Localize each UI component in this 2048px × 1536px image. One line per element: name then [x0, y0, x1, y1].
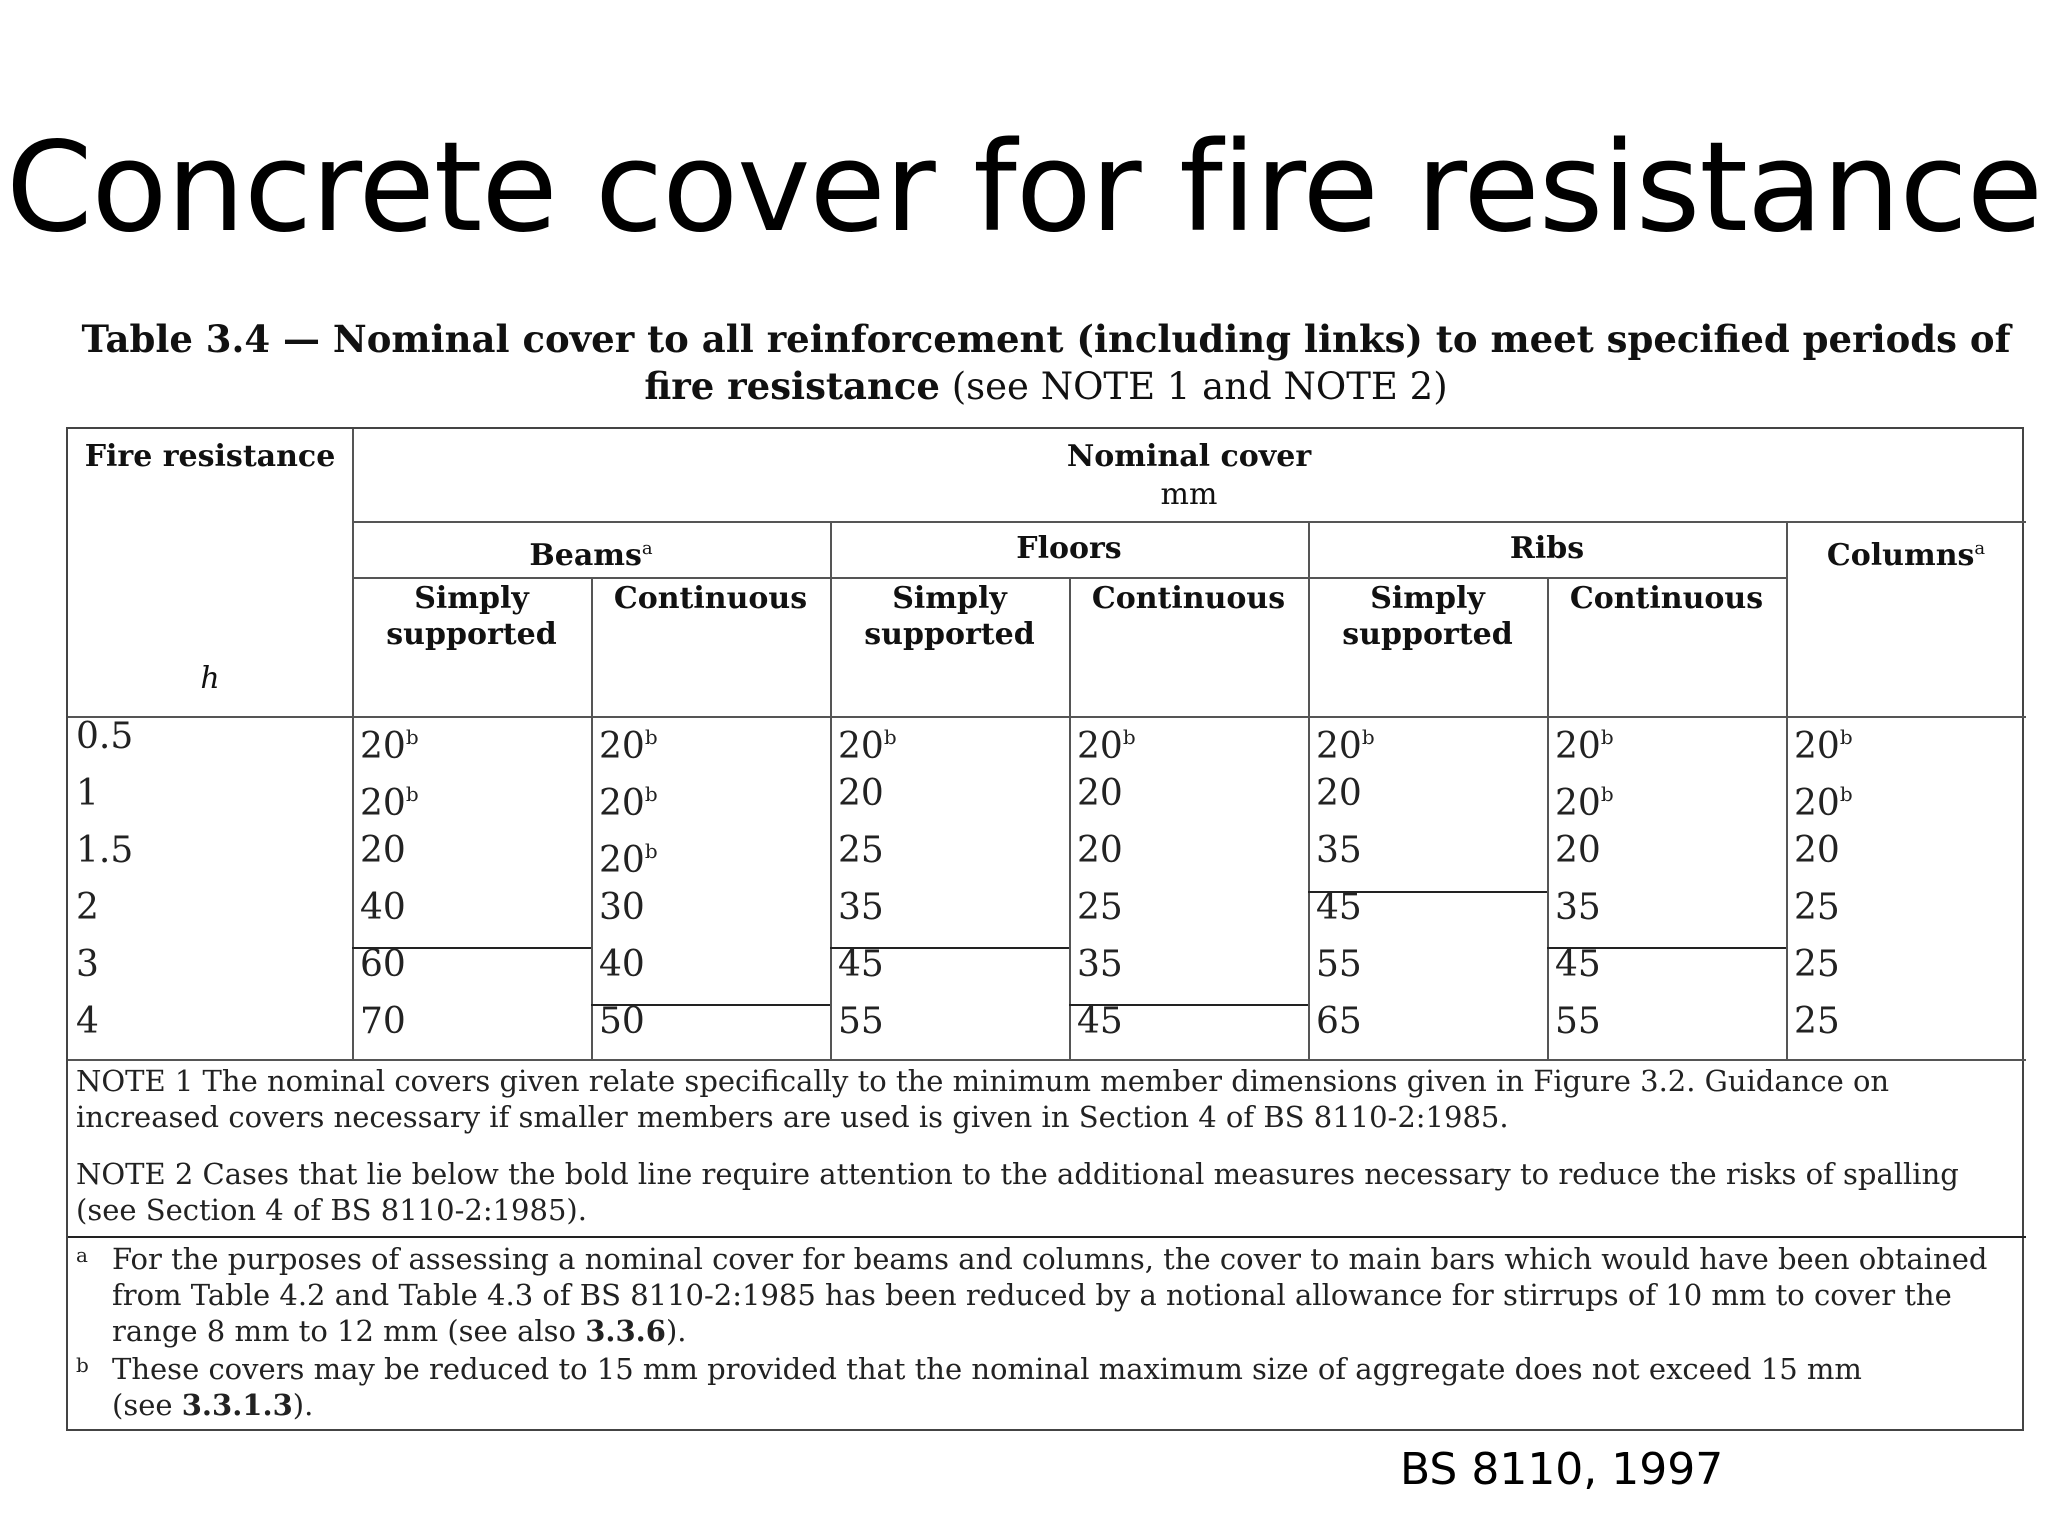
table-cell	[1316, 945, 1362, 985]
footnote-a-clause-ref: 3.3.6	[585, 1314, 666, 1348]
table-cell	[599, 774, 658, 824]
cell-value: 20	[1555, 783, 1601, 824]
table-cell	[1077, 831, 1123, 871]
cell-value: 55	[838, 1001, 884, 1042]
cell-value: 20	[1794, 830, 1840, 871]
beams-label: Beams	[529, 538, 642, 573]
note-1-line-2: increased covers necessary if smaller members are used is given in Section 4 of BS 8110-2:1985.	[76, 1100, 1509, 1134]
table-cell	[1555, 831, 1601, 871]
footnote-b-mark: b	[76, 1353, 89, 1377]
cell-footnote-mark: b	[1600, 725, 1614, 749]
source-citation: BS 8110, 1997	[1400, 1444, 1724, 1495]
footnote-b-clause-ref: 3.3.1.3	[181, 1388, 293, 1422]
note-2	[76, 1156, 2016, 1228]
cell-value: 55	[1555, 1001, 1601, 1042]
cell-value: 45	[1555, 944, 1601, 985]
row-fire-resistance: 3	[76, 944, 99, 985]
table-cell	[1316, 888, 1362, 928]
footnotes-top-rule	[68, 1236, 2026, 1238]
table-cell	[1316, 774, 1362, 814]
cell-value: 50	[599, 1001, 645, 1042]
table-cell	[1555, 888, 1601, 928]
cell-footnote-mark: b	[1600, 782, 1614, 806]
table-cell	[1794, 774, 1853, 824]
table-cell	[1555, 774, 1614, 824]
header-floors: Floors	[1016, 531, 1122, 566]
cell-value: 20	[1077, 773, 1123, 814]
cell-value: 20	[360, 830, 406, 871]
table-cell	[838, 1002, 884, 1042]
supported-word: supported	[1342, 617, 1513, 652]
cell-value: 20	[838, 726, 884, 767]
cell-value: 60	[360, 944, 406, 985]
table-cell	[1316, 831, 1362, 871]
cell-footnote-mark: b	[1839, 782, 1853, 806]
header-beams	[352, 531, 830, 574]
table-cell	[1794, 945, 1840, 985]
cell-value: 20	[599, 783, 645, 824]
header-floors-continuous: Continuous	[1091, 581, 1286, 616]
cell-value: 35	[838, 887, 884, 928]
cell-value: 40	[599, 944, 645, 985]
table-cell	[360, 945, 406, 985]
columns-sup: a	[1974, 538, 1986, 559]
table-cell	[599, 1002, 645, 1042]
cell-footnote-mark: b	[644, 839, 658, 863]
row-fire-resistance: 0.5	[76, 716, 134, 757]
cell-value: 40	[360, 887, 406, 928]
row-fire-resistance: 4	[76, 1001, 99, 1042]
cover-table	[66, 427, 2024, 1431]
table-cell	[1077, 774, 1123, 814]
cell-value: 70	[360, 1001, 406, 1042]
cell-footnote-mark: b	[883, 725, 897, 749]
cell-value: 20	[599, 840, 645, 881]
footnote-a-line-2: from Table 4.2 and Table 4.3 of BS 8110-2:1985 has been reduced by a notional allowance for stirrups of 10 mm to cover the	[112, 1278, 1952, 1312]
table-cell	[1077, 945, 1123, 985]
table-cell	[360, 717, 419, 767]
cell-value: 25	[1794, 944, 1840, 985]
cell-value: 20	[599, 726, 645, 767]
cell-value: 20	[1555, 726, 1601, 767]
divider	[1069, 577, 1071, 1059]
simply-word: Simply	[1370, 581, 1485, 616]
cell-value: 35	[1316, 830, 1362, 871]
cell-value: 35	[1077, 944, 1123, 985]
cell-footnote-mark: b	[1122, 725, 1136, 749]
table-cell	[599, 945, 645, 985]
cell-value: 20	[360, 783, 406, 824]
header-floors-simply	[830, 581, 1069, 653]
cell-value: 20	[1077, 830, 1123, 871]
cell-footnote-mark: b	[405, 725, 419, 749]
cell-value: 30	[599, 887, 645, 928]
table-caption	[66, 316, 2026, 410]
header-beams-continuous: Continuous	[613, 581, 808, 616]
cell-value: 20	[1316, 726, 1362, 767]
cell-footnote-mark: b	[644, 782, 658, 806]
divider	[352, 521, 2026, 523]
footnote-b-line-2-text: (see	[112, 1388, 182, 1422]
cell-value: 20	[838, 773, 884, 814]
divider	[591, 577, 593, 1059]
header-fire-resistance: Fire resistance	[84, 439, 336, 474]
cell-value: 20	[1794, 726, 1840, 767]
row-fire-resistance: 1	[76, 773, 99, 814]
cell-value: 20	[360, 726, 406, 767]
cell-footnote-mark: b	[405, 782, 419, 806]
table-cell	[360, 888, 406, 928]
cell-footnote-mark: b	[644, 725, 658, 749]
note-1	[76, 1063, 2016, 1135]
table-cell	[599, 831, 658, 881]
divider	[1786, 521, 1788, 1059]
table-cell	[360, 774, 419, 824]
simply-word: Simply	[414, 581, 529, 616]
beams-sup: a	[641, 538, 653, 559]
cell-value: 25	[1077, 887, 1123, 928]
footnote-b-line-2-end: ).	[292, 1388, 314, 1422]
caption-line-2: fire resistance	[644, 364, 940, 408]
header-ribs-continuous: Continuous	[1569, 581, 1764, 616]
table-cell	[599, 717, 658, 767]
cell-value: 25	[1794, 887, 1840, 928]
footnote-a	[76, 1241, 2016, 1349]
cell-value: 25	[838, 830, 884, 871]
table-cell	[838, 831, 884, 871]
header-columns	[1786, 531, 2026, 574]
table-cell	[1794, 831, 1840, 871]
cell-value: 55	[1316, 944, 1362, 985]
table-cell	[1555, 1002, 1601, 1042]
table-cell	[360, 1002, 406, 1042]
footnote-b-line-2	[76, 1387, 2016, 1423]
cell-value: 65	[1316, 1001, 1362, 1042]
footnote-a-line-1: For the purposes of assessing a nominal cover for beams and columns, the cover to main bars which would have been obtained	[112, 1242, 1988, 1276]
table-cell	[360, 831, 406, 871]
divider	[830, 521, 832, 1059]
cell-footnote-mark: b	[1361, 725, 1375, 749]
table-cell	[1794, 888, 1840, 928]
header-ribs-simply	[1308, 581, 1547, 653]
divider	[352, 429, 354, 1059]
row-fire-resistance: 1.5	[76, 830, 134, 871]
cell-value: 20	[1316, 773, 1362, 814]
table-cell	[1555, 945, 1601, 985]
divider	[1547, 577, 1549, 1059]
slide-title: Concrete cover for fire resistance	[5, 116, 2043, 260]
supported-word: supported	[864, 617, 1035, 652]
table-cell	[1316, 1002, 1362, 1042]
note-1-line-1: NOTE 1 The nominal covers given relate specifically to the minimum member dimensions given in Figure 3.2. Guidance on	[76, 1064, 1890, 1098]
note-2-line-2: (see Section 4 of BS 8110-2:1985).	[76, 1193, 587, 1227]
table-cell	[1316, 717, 1375, 767]
cell-value: 45	[838, 944, 884, 985]
header-unit-mm: mm	[1160, 477, 1218, 512]
cell-value: 25	[1794, 1001, 1840, 1042]
table-cell	[838, 774, 884, 814]
footnote-a-mark: a	[76, 1243, 88, 1267]
table-cell	[1794, 1002, 1840, 1042]
footnote-a-line-3-text: range 8 mm to 12 mm (see also	[112, 1314, 586, 1348]
note-2-line-1: NOTE 2 Cases that lie below the bold line require attention to the additional measures necessary to reduce the risks of spalling	[76, 1157, 1959, 1191]
header-beams-simply	[352, 581, 591, 653]
cell-value: 45	[1077, 1001, 1123, 1042]
table-cell	[838, 888, 884, 928]
table-cell	[1077, 717, 1136, 767]
cell-value: 20	[1794, 783, 1840, 824]
caption-line-1: Table 3.4 — Nominal cover to all reinforcement (including links) to meet specified periods of	[81, 317, 2011, 361]
cell-value: 20	[1555, 830, 1601, 871]
table-cell	[1555, 717, 1614, 767]
footnote-a-line-3	[76, 1313, 2016, 1349]
footnote-b	[76, 1351, 2016, 1423]
supported-word: supported	[386, 617, 557, 652]
columns-label: Columns	[1826, 538, 1975, 573]
cell-value: 20	[1077, 726, 1123, 767]
table-cell	[838, 717, 897, 767]
table-cell	[1077, 888, 1123, 928]
table-cell	[1794, 717, 1853, 767]
cell-footnote-mark: b	[1839, 725, 1853, 749]
table-cell	[599, 888, 645, 928]
table-cell	[838, 945, 884, 985]
simply-word: Simply	[892, 581, 1007, 616]
header-nominal-cover: Nominal cover	[1066, 439, 1312, 474]
cell-value: 35	[1555, 887, 1601, 928]
footnote-b-line-1: These covers may be reduced to 15 mm provided that the nominal maximum size of aggregate does not exceed 15 mm	[112, 1352, 1862, 1386]
header-ribs: Ribs	[1509, 531, 1585, 566]
footnote-a-line-3-end: ).	[665, 1314, 687, 1348]
table-cell	[1077, 1002, 1123, 1042]
row-fire-resistance: 2	[76, 887, 99, 928]
cell-value: 45	[1316, 887, 1362, 928]
divider	[1308, 521, 1310, 1059]
notes-top-rule	[68, 1059, 2026, 1061]
caption-note-ref: (see NOTE 1 and NOTE 2)	[939, 365, 1448, 408]
header-unit-h: h	[200, 661, 220, 696]
